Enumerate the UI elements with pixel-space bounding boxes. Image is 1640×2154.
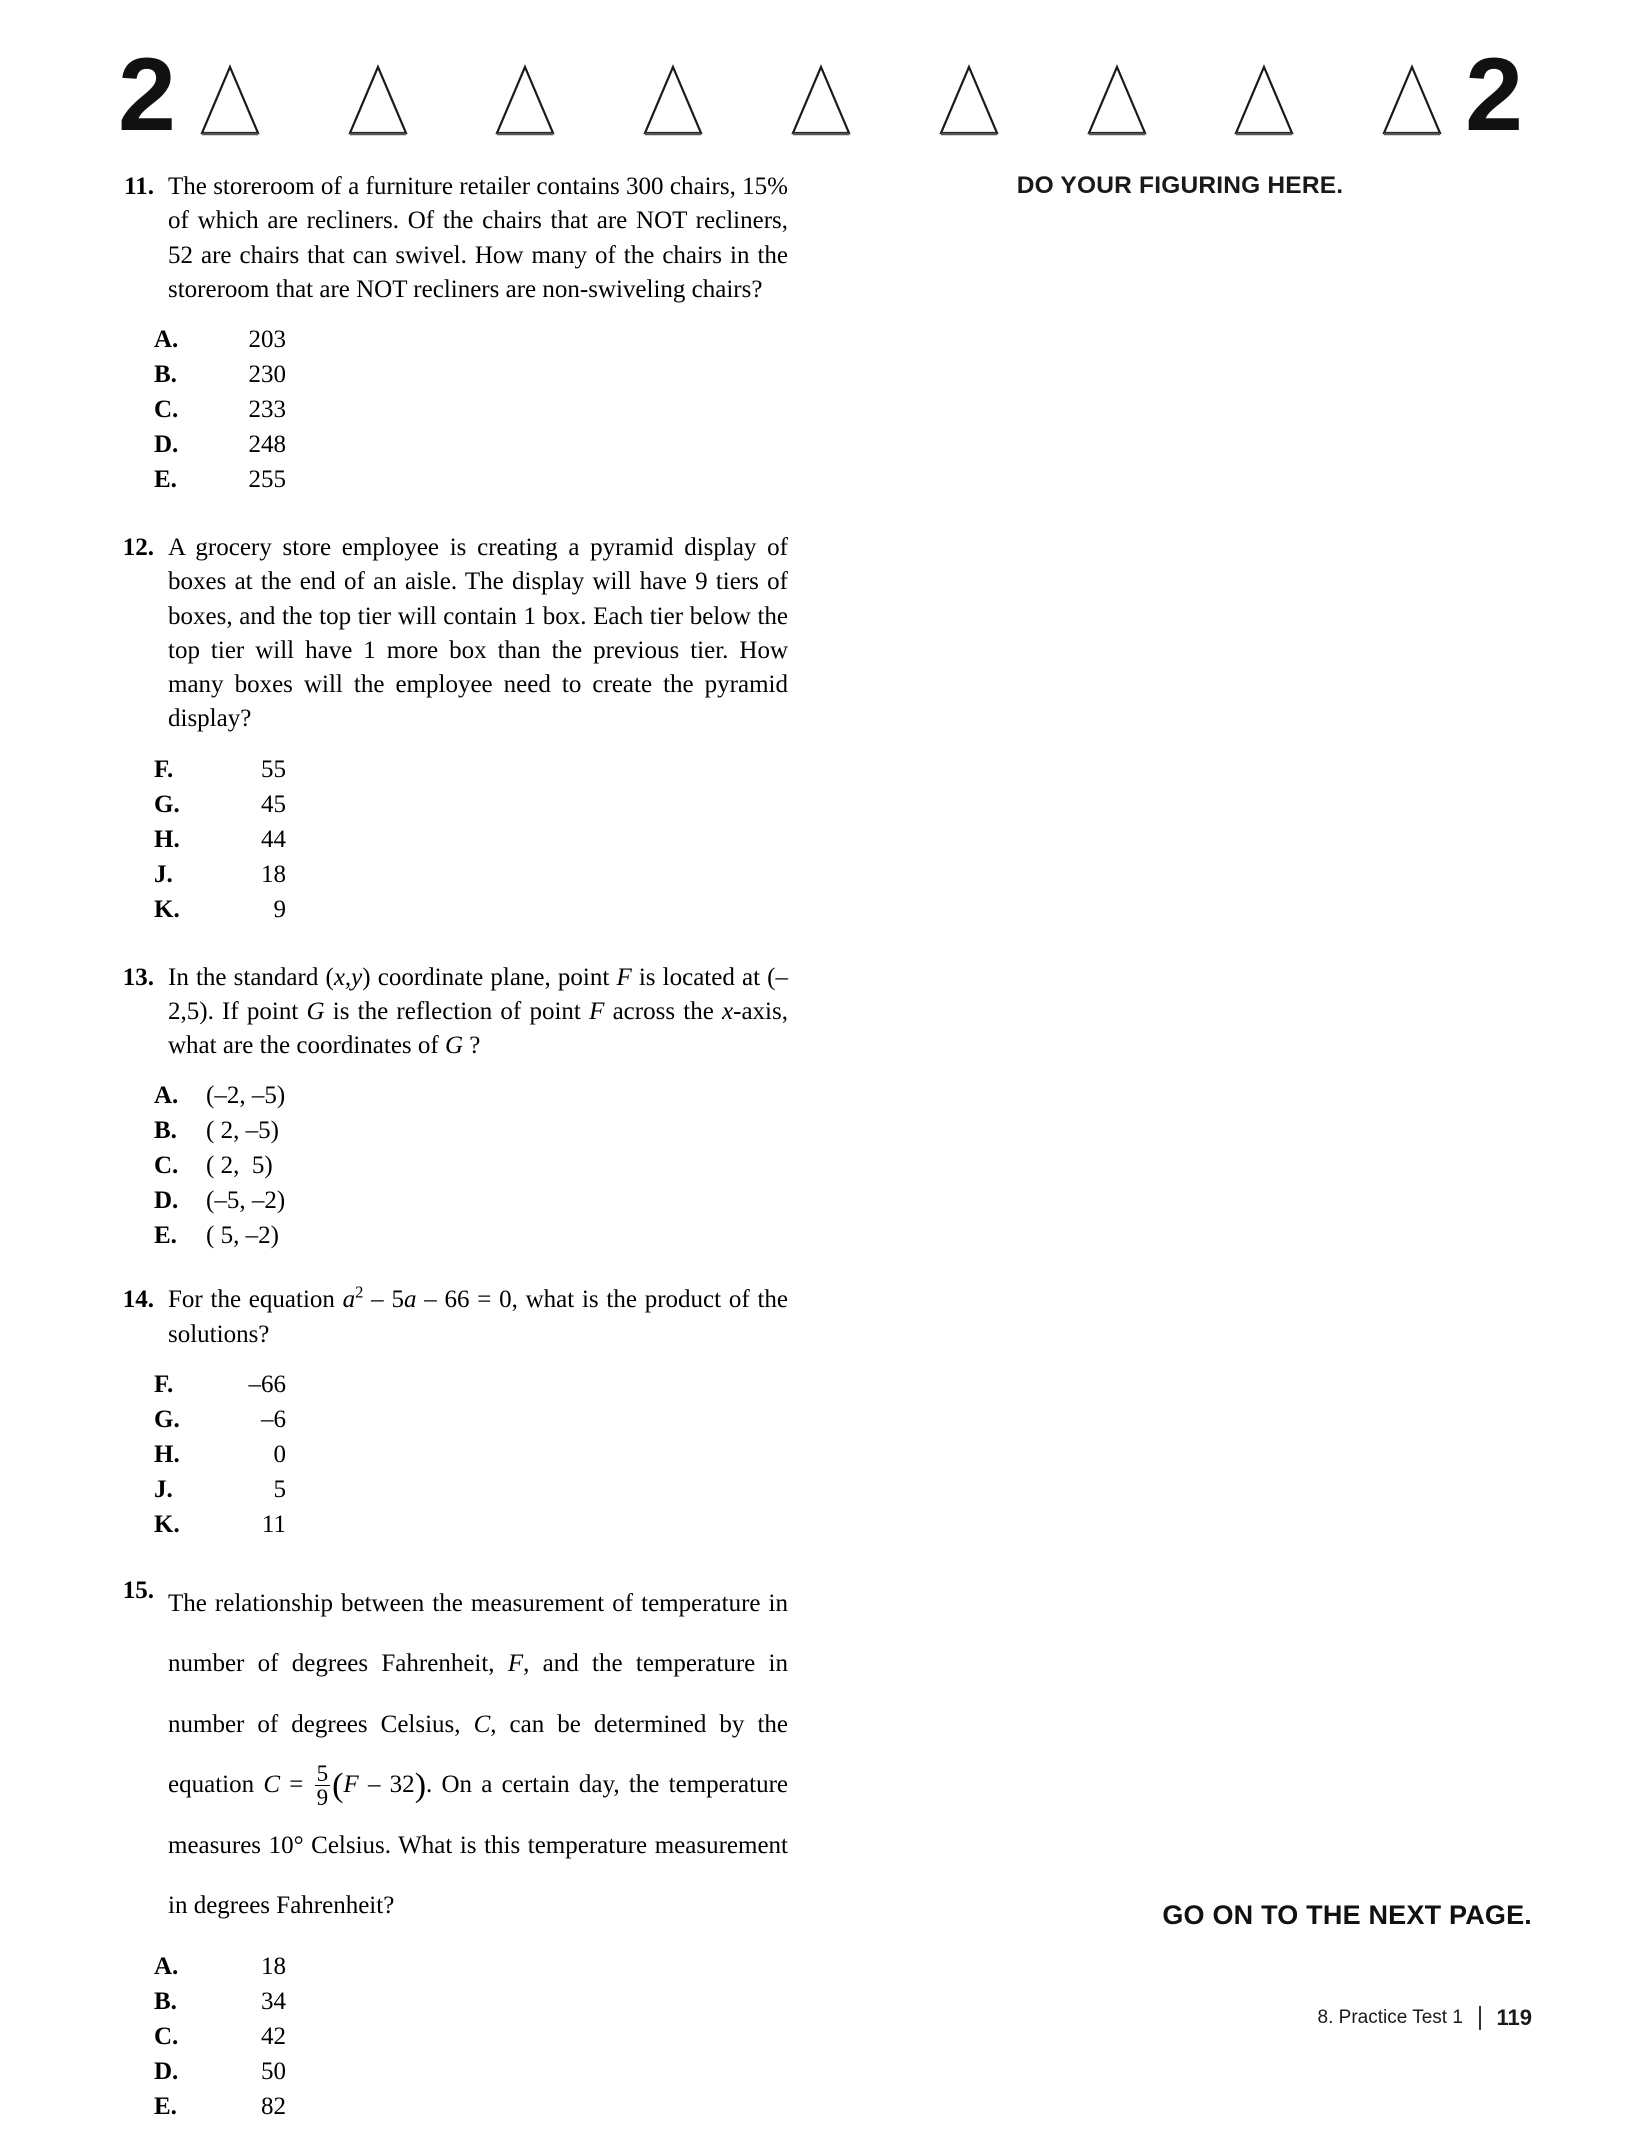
choice-letter: E. [154, 2092, 177, 2120]
triangle-outline-icon [1233, 64, 1295, 136]
choice-letter: A. [154, 1952, 179, 1980]
question-column [108, 170, 788, 2154]
section-number-left: 2 [118, 36, 173, 153]
question-text: For the equation $a^2 - 5a - 66 = 0$, what is the product of the solutions? [168, 1282, 788, 1348]
answer-choice[interactable] [154, 1949, 788, 1984]
choice-letter: F. [154, 755, 174, 783]
choice-value: 34 [261, 1987, 286, 2015]
answer-choice[interactable] [154, 787, 788, 822]
answer-choice[interactable] [154, 462, 788, 497]
triangle-row [173, 64, 1465, 138]
choice-letter: G. [154, 790, 180, 818]
footer-divider [1479, 2006, 1481, 2030]
answer-choice[interactable] [154, 2054, 788, 2089]
question-11 [108, 170, 788, 497]
choice-value: 203 [248, 326, 286, 353]
question-number: 12. [122, 534, 154, 561]
footer-source: 8. Practice Test 1 [1317, 2007, 1463, 2028]
triangle-outline-icon [199, 64, 261, 136]
answer-choice[interactable] [154, 1183, 788, 1218]
choice-letter: H. [154, 1440, 180, 1468]
choice-letter: E. [154, 1222, 177, 1250]
choice-value: ( 2, 5) [206, 1152, 273, 1180]
choice-letter: K. [154, 895, 180, 923]
choice-value: 42 [261, 2022, 286, 2050]
choice-value: 9 [273, 895, 286, 923]
choice-letter: D. [154, 2057, 179, 2085]
choice-value: 255 [248, 466, 286, 493]
question-14 [108, 1283, 788, 1542]
choice-letter: B. [154, 1117, 177, 1145]
choice-value: ( 2, –5) [206, 1117, 279, 1145]
choice-letter: J. [154, 860, 173, 888]
choice-list [108, 752, 788, 927]
choice-value: (–2, –5) [206, 1082, 286, 1110]
question-number: 11. [124, 173, 154, 200]
choice-value: 230 [248, 361, 286, 388]
choice-list [108, 322, 788, 497]
celsius-equation: C = $\frac{5}{9}$ (F – 32) [263, 1760, 427, 1811]
answer-choice[interactable] [154, 2089, 788, 2124]
choice-letter: B. [154, 361, 177, 388]
choice-letter: J. [154, 1475, 173, 1503]
question-number: 13. [122, 963, 154, 991]
figuring-column [830, 170, 1530, 200]
question-text: The relationship between the measurement of temperature in number of degrees Fahrenheit, F, and the temperature in number of degrees Celsius, C, can be determined by the equation C = $\frac{5}{9}$ (F – 32). On a certain day, the temperature measures 10° Celsius. What is this temperature measurement in degrees Fahrenheit? [168, 1589, 788, 1920]
answer-choice[interactable] [154, 1472, 788, 1507]
choice-value: –66 [248, 1370, 286, 1398]
choice-value: 44 [261, 825, 286, 853]
triangle-outline-icon [1086, 64, 1148, 136]
answer-choice[interactable] [154, 822, 788, 857]
question-number: 14. [122, 1286, 154, 1314]
answer-choice[interactable] [154, 857, 788, 892]
choice-value: 55 [261, 755, 286, 783]
choice-letter: A. [154, 1082, 179, 1110]
answer-choice[interactable] [154, 1507, 788, 1542]
page-number: 119 [1496, 2005, 1532, 2030]
choice-value: 50 [261, 2057, 286, 2085]
choice-value: 248 [248, 431, 286, 458]
answer-choice[interactable] [154, 427, 788, 462]
choice-value: 11 [261, 1510, 286, 1538]
triangle-outline-icon [642, 64, 704, 136]
question-text: A grocery store employee is creating a pyramid display of boxes at the end of an aisle. The display will have 9 tiers of boxes, and the top tier will contain 1 box. Each tier below the top tier will have 1 more box than the previous tier. How many boxes will the employee need to create the pyramid display? [168, 534, 788, 733]
choice-letter: B. [154, 1987, 177, 2015]
answer-choice[interactable] [154, 752, 788, 787]
section-banner [118, 28, 1520, 153]
answer-choice[interactable] [154, 322, 788, 357]
question-text: In the standard (x,y) coordinate plane, point F is located at (–2,5). If point G is the reflection of point F across the x-axis, what are the coordinates of G ? [168, 963, 788, 1059]
choice-value: 0 [273, 1440, 286, 1468]
choice-letter: C. [154, 396, 179, 423]
triangle-outline-icon [494, 64, 556, 136]
choice-list [108, 1367, 788, 1542]
fraction-five-ninths: $\frac{5}{9}$ [316, 1760, 329, 1811]
answer-choice[interactable] [154, 357, 788, 392]
choice-letter: K. [154, 1510, 180, 1538]
triangle-outline-icon [1381, 64, 1443, 136]
answer-choice[interactable] [154, 2019, 788, 2054]
choice-letter: D. [154, 1187, 179, 1215]
answer-choice[interactable] [154, 1148, 788, 1183]
question-12 [108, 531, 788, 927]
choice-list [108, 1949, 788, 2124]
page-footer [1318, 2005, 1532, 2031]
choice-letter: E. [154, 466, 177, 493]
question-text: The storeroom of a furniture retailer contains 300 chairs, 15% of which are recliners. Of the chairs that are NOT recliners, 52 are chairs that can swivel. How many of the chairs in the storeroom that are NOT recliners are non-swiveling chairs? [168, 173, 788, 303]
choice-letter: C. [154, 2022, 179, 2050]
choice-letter: C. [154, 1152, 179, 1180]
answer-choice[interactable] [154, 1402, 788, 1437]
answer-choice[interactable] [154, 392, 788, 427]
triangle-outline-icon [347, 64, 409, 136]
answer-choice[interactable] [154, 1218, 788, 1253]
choice-value: 82 [261, 2092, 286, 2120]
choice-value: 233 [248, 396, 286, 423]
choice-value: –6 [261, 1405, 286, 1433]
go-on-notice: GO ON TO THE NEXT PAGE. [1162, 1900, 1532, 1930]
triangle-outline-icon [938, 64, 1000, 136]
choice-letter: F. [154, 1370, 174, 1398]
answer-choice[interactable] [154, 1437, 788, 1472]
choice-letter: D. [154, 431, 179, 458]
choice-value: 45 [261, 790, 286, 818]
question-13 [108, 961, 788, 1254]
section-number-right: 2 [1465, 36, 1520, 153]
answer-choice[interactable] [154, 1078, 788, 1113]
answer-choice[interactable] [154, 1984, 788, 2019]
answer-choice[interactable] [154, 1367, 788, 1402]
choice-value: 18 [261, 1952, 286, 1980]
triangle-outline-icon [790, 64, 852, 136]
question-number: 15. [122, 1576, 154, 1604]
choice-value: (–5, –2) [206, 1187, 286, 1215]
question-15 [108, 1574, 788, 2124]
answer-choice[interactable] [154, 1113, 788, 1148]
choice-letter: H. [154, 825, 180, 853]
answer-choice[interactable] [154, 892, 788, 927]
choice-value: 5 [273, 1475, 286, 1503]
figuring-heading: DO YOUR FIGURING HERE. [1016, 172, 1344, 199]
choice-letter: A. [154, 326, 179, 353]
choice-value: ( 5, –2) [206, 1222, 279, 1250]
choice-value: 18 [261, 860, 286, 888]
choice-list [108, 1078, 788, 1253]
choice-letter: G. [154, 1405, 180, 1433]
